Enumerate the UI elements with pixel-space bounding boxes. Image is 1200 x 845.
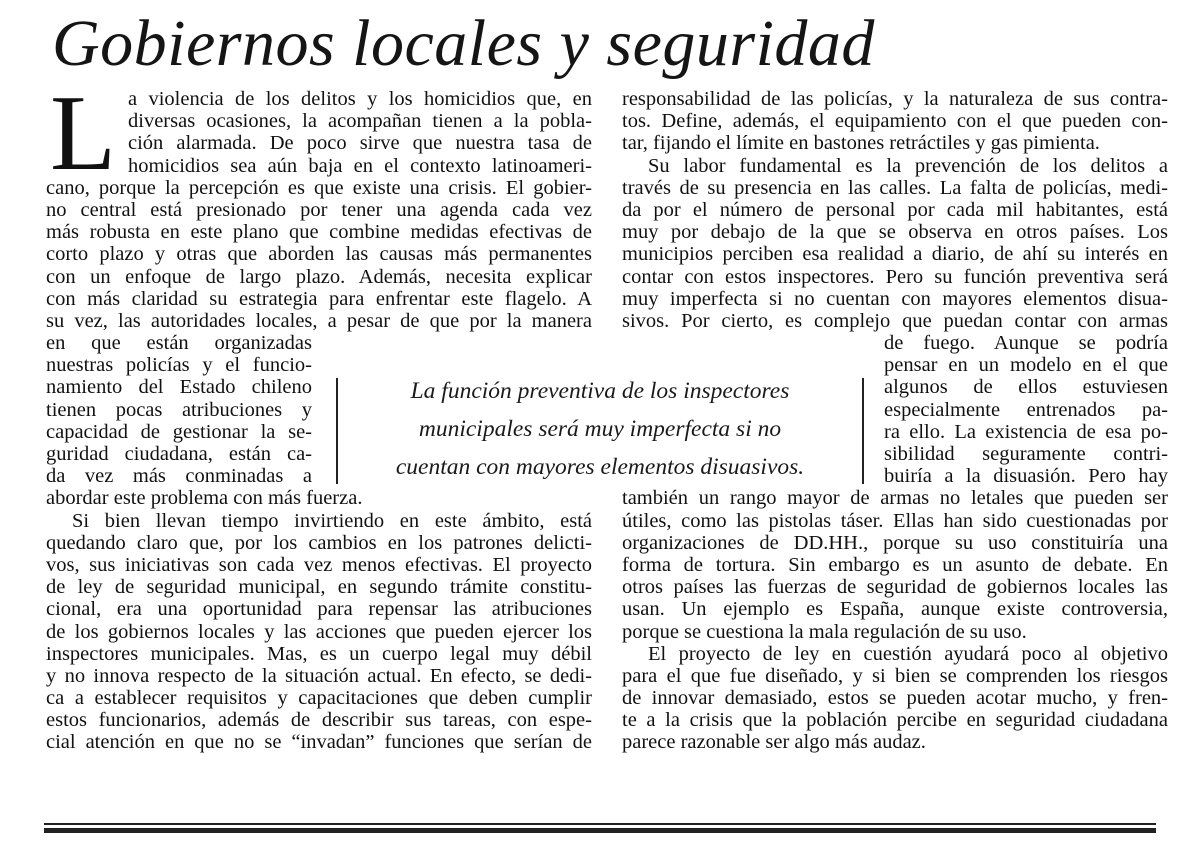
footer-rule-thick: [44, 828, 1156, 833]
text-line: capacidad de gestionar la se-: [46, 420, 312, 443]
text-line: nuestras policías y el funcio-: [46, 354, 312, 377]
text-line: estos funcionarios, además de describir sus tareas, con espe-: [46, 709, 592, 732]
text-line: Su labor fundamental es la prevención de los delitos a: [648, 154, 1168, 177]
text-line: contar con estos inspectores. Pero su función preventiva será: [622, 265, 1168, 288]
text-line: porque se cuestiona la mala regulación de su uso.: [622, 620, 1027, 643]
text-line: cial atención en que no se “invadan” funciones que serían de: [46, 731, 592, 754]
text-line: ra ello. La existencia de esa po-: [884, 420, 1168, 443]
text-line: en que están organizadas: [46, 332, 312, 355]
text-line: da vez más conminadas a: [46, 465, 312, 488]
text-line: cano, porque la percepción es que existe una crisis. El gobier-: [46, 176, 592, 199]
text-line: usan. Un ejemplo es España, aunque existe controversia,: [622, 598, 1168, 621]
text-line: cional, era una oportunidad para repensar las atribuciones: [46, 598, 592, 621]
text-line: ción alarmada. De poco sirve que nuestra tasa de: [128, 132, 592, 155]
text-line: parece razonable ser algo más audaz.: [622, 731, 926, 754]
text-line: sivos. Por cierto, es complejo que puedan contar con armas: [622, 309, 1168, 332]
article-title: Gobiernos locales y seguridad: [52, 7, 875, 80]
drop-cap: L: [50, 74, 116, 193]
text-line: de los gobiernos locales y las acciones que pueden ejercer los: [46, 620, 592, 643]
text-line: ca a establecer requisitos y capacitaciones que deben cumplir: [46, 687, 592, 710]
text-line: con más claridad su estrategia para enfrentar este flagelo. A: [46, 287, 592, 310]
text-line: sibilidad seguramente contri-: [884, 443, 1168, 465]
text-line: El proyecto de ley en cuestión ayudará poco al objetivo: [648, 642, 1168, 665]
text-line: quedando claro que, por los cambios en los patrones delicti-: [46, 531, 592, 554]
text-line: no central está presionado por tener una agenda cada vez: [46, 198, 592, 221]
text-line: su vez, las autoridades locales, a pesar de que por la manera: [46, 309, 592, 332]
text-line: vos, sus iniciativas son cada vez menos efectivas. El proyecto: [46, 553, 592, 576]
text-line: para el que fue diseñado, y si bien se comprenden los riesgos: [622, 664, 1168, 687]
pull-quote-line: La función preventiva de los inspectores: [410, 378, 790, 404]
text-line: guridad ciudadana, están ca-: [46, 443, 312, 465]
text-line: organizaciones de DD.HH., porque su uso constituiría una: [622, 531, 1168, 554]
text-line: tos. Define, además, el equipamiento con el que pueden con-: [622, 110, 1168, 133]
pull-quote-text: [336, 372, 864, 486]
text-line: te a la crisis que la población percibe en seguridad ciudadana: [622, 709, 1168, 732]
text-line: también un rango mayor de armas no letales que pueden ser: [622, 487, 1168, 510]
text-line: útiles, como las pistolas táser. Ellas han sido cuestionadas por: [622, 509, 1168, 532]
text-line: de fuego. Aunque se podría: [884, 332, 1168, 355]
text-line: algunos de ellos estuviesen: [884, 376, 1168, 399]
text-line: responsabilidad de las policías, y la naturaleza de sus contra-: [622, 88, 1168, 110]
pull-quote-line: municipales será muy imperfecta si no: [418, 416, 782, 442]
text-line: namiento del Estado chileno: [46, 376, 312, 399]
text-line: muy por debajo de la que se observa en otros países. Los: [622, 221, 1168, 244]
pull-quote-line: cuentan con mayores elementos disuasivos.: [395, 454, 805, 480]
text-line: tienen pocas atribuciones y: [46, 398, 312, 421]
text-line: tar, fijando el límite en bastones retráctiles y gas pimienta.: [622, 132, 1100, 155]
text-line: otros países las fuerzas de seguridad de gobiernos locales las: [622, 576, 1168, 599]
text-line: de ley de seguridad municipal, en segundo trámite constitu-: [46, 576, 592, 599]
text-line: pensar en un modelo en el que: [884, 354, 1168, 377]
text-line: Si bien llevan tiempo invirtiendo en este ámbito, está: [72, 509, 592, 532]
text-line: de innovar demasiado, estos se pueden acotar mucho, y fren-: [622, 687, 1168, 710]
footer-rule-thin: [44, 823, 1156, 825]
text-line: inspectores municipales. Mas, es un cuerpo legal muy débil: [46, 642, 592, 665]
text-line: especialmente entrenados pa-: [884, 398, 1168, 421]
text-line: forma de tortura. Sin embargo es un asunto de debate. En: [622, 553, 1168, 576]
text-line: muy imperfecta si no cuentan con mayores elementos disua-: [622, 287, 1168, 310]
text-line: abordar este problema con más fuerza.: [46, 487, 363, 510]
text-line: diversas ocasiones, la acompañan tienen a la pobla-: [128, 110, 592, 133]
text-line: municipios perciben esa realidad a diario, de ahí su interés en: [622, 243, 1168, 266]
text-line: y no innova respecto de la situación actual. En efecto, se dedi-: [46, 664, 592, 687]
text-line: homicidios sea aún baja en el contexto latinoameri-: [128, 154, 592, 177]
text-line: través de su presencia en las calles. La falta de policías, medi-: [622, 176, 1168, 199]
pull-quote: [336, 370, 864, 492]
text-line: a violencia de los delitos y los homicidios que, en: [128, 88, 592, 110]
text-line: buiría a la disuasión. Pero hay: [884, 465, 1168, 488]
text-line: más robusta en este plano que combine medidas efectivas de: [46, 221, 592, 244]
text-line: con un enfoque de largo plazo. Además, necesita explicar: [46, 265, 592, 288]
text-line: da por el número de personal por cada mil habitantes, está: [622, 198, 1168, 221]
text-line: corto plazo y otras que aborden las causas más permanentes: [46, 243, 592, 266]
